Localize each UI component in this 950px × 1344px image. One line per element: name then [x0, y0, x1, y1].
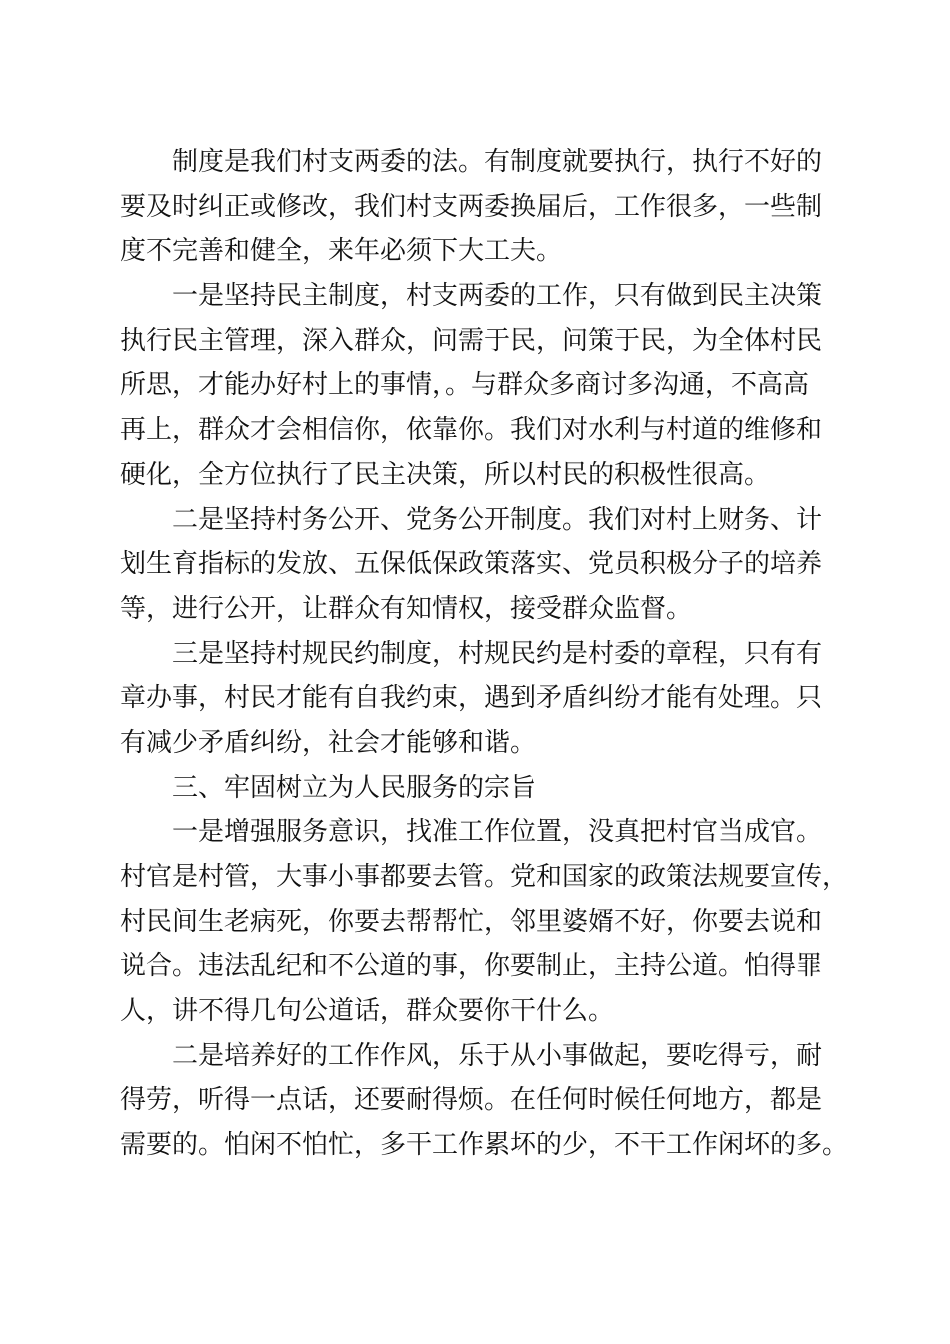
text-line: 说合。违法乱纪和不公道的事，你要制止，主持公道。怕得罪 [120, 951, 823, 982]
text-line: 得劳，听得一点话，还要耐得烦。在任何时候任何地方，都是 [120, 1085, 823, 1116]
text-line: 人，讲不得几句公道话，群众要你干什么。 [120, 996, 615, 1027]
document-page [120, 140, 849, 1168]
paragraph [120, 632, 824, 766]
text-line: 二是培养好的工作作风，乐于从小事做起，要吃得亏，耐 [172, 1040, 823, 1071]
text-line: 二是坚持村务公开、党务公开制度。我们对村上财务、计 [172, 504, 823, 535]
text-line: 所思，才能办好村上的事情，。与群众多商讨多沟通，不高高 [120, 370, 810, 401]
paragraph [120, 1034, 849, 1168]
text-line: 硬化，全方位执行了民主决策，所以村民的积极性很高。 [120, 459, 771, 490]
text-line: 度不完善和健全，来年必须下大工夫。 [120, 236, 563, 267]
text-line: 再上，群众才会相信你，依靠你。我们对水利与村道的维修和 [120, 415, 823, 446]
text-line: 需要的。怕闲不怕忙，多干工作累坏的少，不干工作闲坏的多。 [120, 1130, 849, 1161]
text-line: 三是坚持村规民约制度，村规民约是村委的章程，只有有 [172, 638, 823, 669]
text-line: 村官是村管，大事小事都要去管。党和国家的政策法规要宣传， [120, 862, 849, 892]
text-line: 要及时纠正或修改，我们村支两委换届后，工作很多，一些制 [120, 191, 823, 222]
paragraph [120, 498, 824, 632]
text-line: 章办事，村民才能有自我约束，遇到矛盾纠纷才能有处理。只 [120, 683, 823, 714]
text-line: 划生育指标的发放、五保低保政策落实、党员积极分子的培养 [120, 549, 823, 580]
paragraph [120, 274, 824, 497]
text-line: 三、牢固树立为人民服务的宗旨 [172, 772, 537, 803]
text-line: 有减少矛盾纠纷，社会才能够和谐。 [120, 727, 537, 758]
text-line: 一是增强服务意识，找准工作位置，没真把村官当成官。 [172, 817, 823, 848]
text-line: 村民间生老病死，你要去帮帮忙，邻里婆婿不好，你要去说和 [120, 906, 823, 937]
text-line: 制度是我们村支两委的法。有制度就要执行，执行不好的 [172, 147, 823, 177]
paragraph [120, 810, 849, 1033]
paragraph [120, 140, 824, 274]
section-heading [120, 766, 824, 811]
text-line: 等，进行公开，让群众有知情权，接受群众监督。 [120, 593, 693, 624]
text-line: 一是坚持民主制度，村支两委的工作，只有做到民主决策 [172, 281, 823, 312]
text-line: 执行民主管理，深入群众，问需于民，问策于民，为全体村民 [120, 325, 823, 356]
